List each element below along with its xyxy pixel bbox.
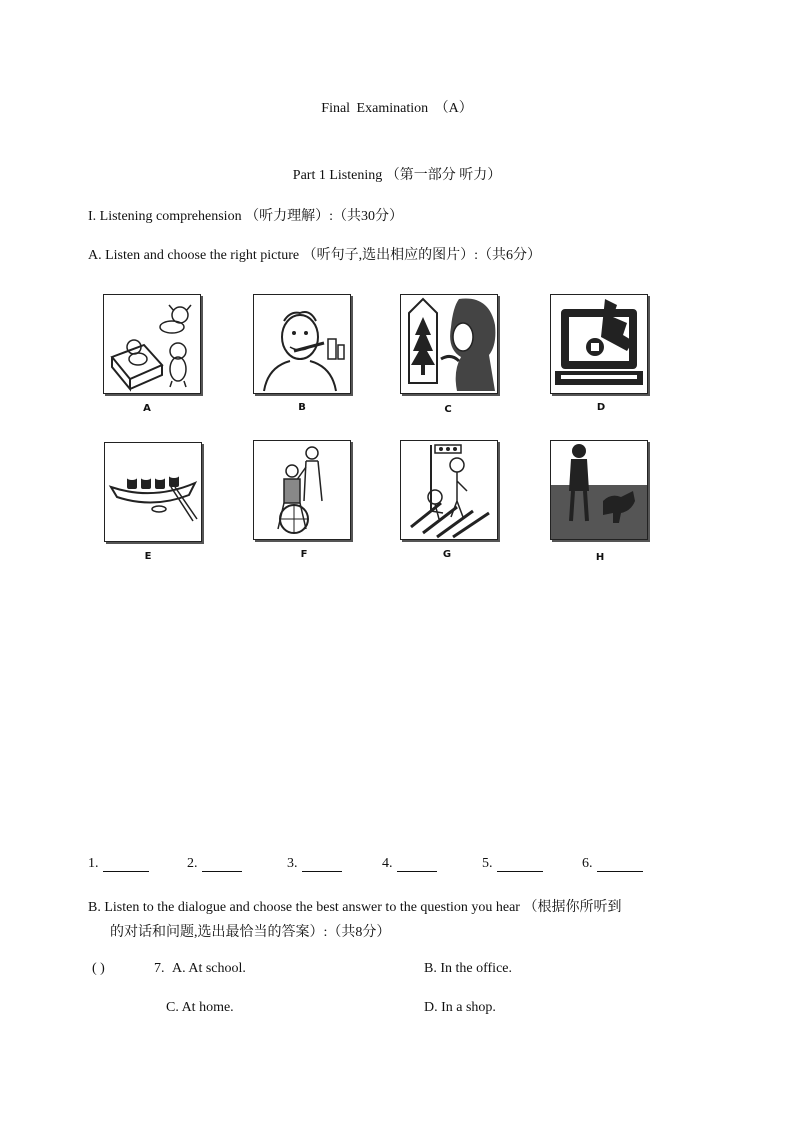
part-heading: Part 1 Listening （第一部分 听力） [292,168,502,183]
picture-label-e: E [144,551,152,562]
wheelchair-icon [254,441,350,539]
picture-label-h: H [595,552,605,563]
q7-option-b: B. In the office. [424,961,512,976]
section-b-heading-line1: B. Listen to the dialogue and choose the best answer to the question you hear （根据你所听到 [88,900,622,915]
drawing-tree-icon [401,295,497,393]
picture-e [104,442,202,542]
picture-label-a: A [143,403,151,414]
picture-c [400,294,498,394]
person-dog-icon [551,441,647,539]
pets-icon [104,295,200,393]
exam-title: Final Examination （A） [321,101,473,116]
picture-a [103,294,201,394]
blank-line[interactable] [103,857,149,872]
blank-line[interactable] [202,857,242,872]
blank-line[interactable] [302,857,342,872]
section-1-heading: I. Listening comprehension （听力理解）:（共30分） [88,209,403,224]
picture-label-d: D [596,402,606,413]
q7-option-a: A. At school. [172,961,246,976]
blank-4[interactable]: 4. [382,856,437,872]
q7-option-d: D. In a shop. [424,1000,496,1015]
q7-answer-paren[interactable]: ( ) [92,961,105,976]
q7-number: 7. [154,961,165,976]
crossing-road-icon [401,441,497,539]
section-a-heading: A. Listen and choose the right picture （听句子,选出相应的图片）:（共6分） [88,248,541,263]
sushi-icon [105,443,201,541]
toothbrush-icon [254,295,350,393]
blank-line[interactable] [497,857,543,872]
q7-option-c: C. At home. [166,1000,234,1015]
blank-3[interactable]: 3. [287,856,342,872]
section-b-heading-line2: 的对话和问题,选出最恰当的答案）:（共8分） [110,925,391,940]
blank-line[interactable] [597,857,643,872]
computer-repair-icon [551,295,647,393]
picture-label-b: B [298,402,306,413]
picture-label-c: C [444,404,452,415]
picture-label-f: F [300,549,308,560]
blank-line[interactable] [397,857,437,872]
blank-6[interactable]: 6. [582,856,643,872]
picture-label-g: G [442,549,452,560]
blank-1[interactable]: 1. [88,856,149,872]
picture-h [550,440,648,540]
picture-g [400,440,498,540]
picture-b [253,294,351,394]
blank-5[interactable]: 5. [482,856,543,872]
picture-f [253,440,351,540]
blank-2[interactable]: 2. [187,856,242,872]
picture-d [550,294,648,394]
